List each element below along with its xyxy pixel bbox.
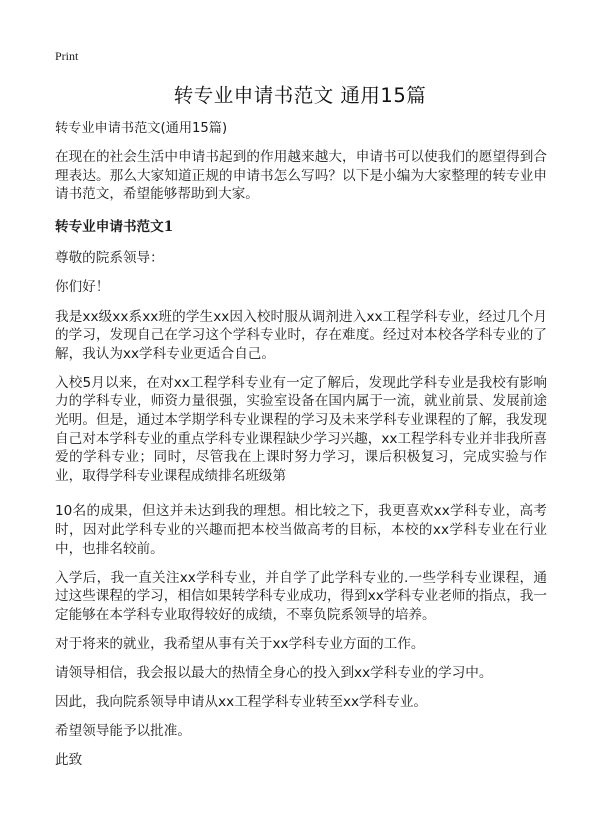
intro-paragraph: 在现在的社会生活中申请书起到的作用越来越大，申请书可以使我们的愿望得到合理表达。那么大家知道正规的申请书怎么写吗？以下是小编为大家整理的转专业申请书范文，希望能够帮助到大家。 bbox=[55, 149, 547, 203]
document-body bbox=[55, 120, 547, 780]
body-paragraph: 入学后，我一直关注xx学科专业，并自学了此学科专业的.一些学科专业课程，通过这些课程的学习，相信如果转学科专业成功，得到xx学科专业老师的指点，我一定能够在本学科专业取得较好的成绩，不辜负院系领导的培养。 bbox=[55, 569, 547, 623]
body-paragraph: 入校5月以来，在对xx工程学科专业有一定了解后，发现此学科专业是我校有影响力的学科专业，师资力量很强，实验室设备在国内属于一流，就业前景、发展前途光明。但是，通过本学期学科专业课程的学习及未来学科专业课程的了解，我发现自己对本学科专业的重点学科专业课程缺少学习兴趣，xx工程学科专业并非我所喜爱的学科专业；同时，尽管我在上课时努力学习，课后积极复习，完成实验与作业，取得学科专业课程成绩排名班级第 bbox=[55, 374, 547, 484]
print-label: Print bbox=[55, 49, 79, 63]
salutation: 尊敬的院系领导： bbox=[55, 250, 164, 267]
greeting: 你们好！ bbox=[55, 279, 110, 296]
body-paragraph: 我是xx级xx系xx班的学生xx因入校时服从调剂进入xx工程学科专业，经过几个月的学习，发现自己在学习这个学科专业时，存在难度。经过对本校各学科专业的了解，我认为xx学科专业更适合自己。 bbox=[55, 308, 547, 362]
body-paragraph: 因此，我向院系领导申请从xx工程学科专业转至xx学科专业。 bbox=[55, 694, 428, 711]
body-paragraph: 请领导相信，我会报以最大的热情全身心的投入到xx学科专业的学习中。 bbox=[55, 665, 493, 682]
body-paragraph: 10名的成果，但这并未达到我的理想。相比较之下，我更喜欢xx学科专业，高考时，因对此学科专业的兴趣而把本校当做高考的目标，本校的xx学科专业在行业中，也排名较前。 bbox=[55, 503, 547, 557]
body-paragraph: 希望领导能予以批准。 bbox=[55, 723, 191, 740]
body-paragraph: 对于将来的就业，我希望从事有关于xx学科专业方面的工作。 bbox=[55, 635, 425, 652]
document-title: 转专业申请书范文 通用15篇 bbox=[173, 84, 427, 107]
document-subtitle: 转专业申请书范文(通用15篇) bbox=[55, 121, 228, 136]
section-heading: 转专业申请书范文1 bbox=[55, 218, 174, 235]
closing: 此致 bbox=[55, 752, 83, 769]
